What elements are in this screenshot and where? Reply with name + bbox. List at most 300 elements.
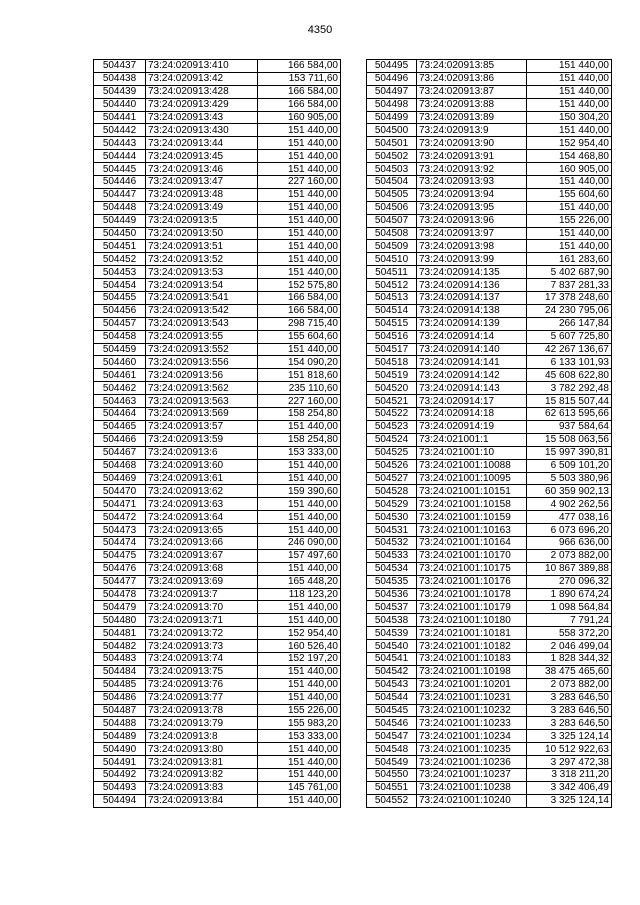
- table-row: [367, 395, 612, 408]
- record-number-cell: 504464: [94, 408, 146, 421]
- record-number-cell: 504461: [94, 369, 146, 382]
- value-cell: 151 440,00: [258, 201, 341, 214]
- cadastral-number-cell: 73:24:020913:97: [417, 227, 527, 240]
- value-cell: 3 325 124,14: [527, 730, 612, 743]
- record-number-cell: 504501: [367, 137, 417, 150]
- cadastral-number-cell: 73:24:020913:46: [146, 163, 258, 176]
- value-cell: 152 575,80: [258, 279, 341, 292]
- cadastral-number-cell: 73:24:020913:87: [417, 85, 527, 98]
- value-cell: 160 905,00: [527, 163, 612, 176]
- value-cell: 6 133 101,93: [527, 356, 612, 369]
- table-row: [94, 614, 341, 627]
- table-row: [94, 717, 341, 730]
- table-row: [367, 201, 612, 214]
- cadastral-number-cell: 73:24:020913:82: [146, 768, 258, 781]
- cadastral-number-cell: 73:24:020913:98: [417, 240, 527, 253]
- cadastral-number-cell: 73:24:020913:541: [146, 292, 258, 305]
- record-number-cell: 504526: [367, 459, 417, 472]
- table-row: [94, 536, 341, 549]
- table-row: [94, 433, 341, 446]
- record-number-cell: 504515: [367, 317, 417, 330]
- table-row: [94, 201, 341, 214]
- cadastral-number-cell: 73:24:020913:96: [417, 214, 527, 227]
- table-row: [367, 498, 612, 511]
- cadastral-number-cell: 73:24:021001:10178: [417, 588, 527, 601]
- record-number-cell: 504534: [367, 562, 417, 575]
- record-number-cell: 504516: [367, 330, 417, 343]
- value-cell: 6 509 101,20: [527, 459, 612, 472]
- table-row: [94, 266, 341, 279]
- value-cell: 151 440,00: [527, 60, 612, 73]
- cadastral-number-cell: 73:24:021001:10176: [417, 575, 527, 588]
- cadastral-number-cell: 73:24:020913:75: [146, 665, 258, 678]
- record-number-cell: 504492: [94, 768, 146, 781]
- cadastral-number-cell: 73:24:020913:88: [417, 98, 527, 111]
- cadastral-number-cell: 73:24:021001:10232: [417, 704, 527, 717]
- record-number-cell: 504533: [367, 549, 417, 562]
- cadastral-number-cell: 73:24:020913:43: [146, 111, 258, 124]
- record-number-cell: 504487: [94, 704, 146, 717]
- cadastral-number-cell: 73:24:020913:92: [417, 163, 527, 176]
- cadastral-number-cell: 73:24:021001:10233: [417, 717, 527, 730]
- value-cell: 158 254,80: [258, 408, 341, 421]
- table-row: [94, 395, 341, 408]
- record-number-cell: 504535: [367, 575, 417, 588]
- value-cell: 151 440,00: [258, 665, 341, 678]
- table-row: [367, 665, 612, 678]
- cadastral-number-cell: 73:24:021001:10095: [417, 472, 527, 485]
- record-number-cell: 504513: [367, 292, 417, 305]
- record-number-cell: 504503: [367, 163, 417, 176]
- cadastral-number-cell: 73:24:020913:44: [146, 137, 258, 150]
- cadastral-number-cell: 73:24:021001:10175: [417, 562, 527, 575]
- cadastral-number-cell: 73:24:020913:79: [146, 717, 258, 730]
- record-number-cell: 504497: [367, 85, 417, 98]
- cadastral-number-cell: 73:24:020913:429: [146, 98, 258, 111]
- table-row: [94, 472, 341, 485]
- record-number-cell: 504482: [94, 640, 146, 653]
- value-cell: 151 440,00: [258, 214, 341, 227]
- table-row: [94, 652, 341, 665]
- table-row: [367, 227, 612, 240]
- value-cell: 1 828 344,32: [527, 652, 612, 665]
- value-cell: 161 283,60: [527, 253, 612, 266]
- value-cell: 152 954,40: [258, 627, 341, 640]
- value-cell: 7 837 281,33: [527, 279, 612, 292]
- record-number-cell: 504538: [367, 614, 417, 627]
- record-number-cell: 504500: [367, 124, 417, 137]
- cadastral-number-cell: 73:24:020913:57: [146, 420, 258, 433]
- value-cell: 3 297 472,38: [527, 756, 612, 769]
- value-cell: 3 782 292,48: [527, 382, 612, 395]
- cadastral-number-cell: 73:24:020913:42: [146, 72, 258, 85]
- cadastral-number-cell: 73:24:020913:64: [146, 511, 258, 524]
- cadastral-number-cell: 73:24:020913:47: [146, 176, 258, 189]
- cadastral-number-cell: 73:24:020914:18: [417, 408, 527, 421]
- value-cell: 151 440,00: [258, 743, 341, 756]
- record-number-cell: 504493: [94, 781, 146, 794]
- record-number-cell: 504469: [94, 472, 146, 485]
- cadastral-number-cell: 73:24:020913:99: [417, 253, 527, 266]
- record-number-cell: 504443: [94, 137, 146, 150]
- record-number-cell: 504506: [367, 201, 417, 214]
- record-number-cell: 504470: [94, 485, 146, 498]
- record-number-cell: 504540: [367, 640, 417, 653]
- record-number-cell: 504488: [94, 717, 146, 730]
- record-number-cell: 504525: [367, 446, 417, 459]
- record-number-cell: 504524: [367, 433, 417, 446]
- cadastral-number-cell: 73:24:020913:71: [146, 614, 258, 627]
- table-row: [94, 524, 341, 537]
- value-cell: 5 402 687,90: [527, 266, 612, 279]
- value-cell: 38 475 465,60: [527, 665, 612, 678]
- cadastral-number-cell: 73:24:020913:563: [146, 395, 258, 408]
- value-cell: 1 890 674,24: [527, 588, 612, 601]
- value-cell: 4 902 262,56: [527, 498, 612, 511]
- table-row: [367, 717, 612, 730]
- cadastral-number-cell: 73:24:020913:90: [417, 137, 527, 150]
- value-cell: 155 226,00: [258, 704, 341, 717]
- table-row: [367, 369, 612, 382]
- record-number-cell: 504505: [367, 188, 417, 201]
- value-cell: 227 160,00: [258, 395, 341, 408]
- table-row: [94, 420, 341, 433]
- cadastral-number-cell: 73:24:021001:10180: [417, 614, 527, 627]
- table-row: [94, 85, 341, 98]
- record-number-cell: 504536: [367, 588, 417, 601]
- value-cell: 24 230 795,06: [527, 304, 612, 317]
- table-row: [94, 665, 341, 678]
- value-cell: 151 440,00: [527, 85, 612, 98]
- value-cell: 118 123,20: [258, 588, 341, 601]
- record-number-cell: 504472: [94, 511, 146, 524]
- table-row: [367, 756, 612, 769]
- record-number-cell: 504441: [94, 111, 146, 124]
- cadastral-number-cell: 73:24:021001:10088: [417, 459, 527, 472]
- record-number-cell: 504483: [94, 652, 146, 665]
- table-row: [94, 176, 341, 189]
- value-cell: 151 440,00: [527, 240, 612, 253]
- table-row: [94, 292, 341, 305]
- value-cell: 166 584,00: [258, 85, 341, 98]
- value-cell: 145 761,00: [258, 781, 341, 794]
- table-row: [94, 511, 341, 524]
- record-number-cell: 504539: [367, 627, 417, 640]
- cadastral-number-cell: 73:24:020913:6: [146, 446, 258, 459]
- table-row: [367, 356, 612, 369]
- table-row: [367, 485, 612, 498]
- record-number-cell: 504450: [94, 227, 146, 240]
- table-row: [94, 343, 341, 356]
- record-number-cell: 504545: [367, 704, 417, 717]
- cadastral-number-cell: 73:24:020913:50: [146, 227, 258, 240]
- cadastral-number-cell: 73:24:021001:10236: [417, 756, 527, 769]
- cadastral-number-cell: 73:24:020913:61: [146, 472, 258, 485]
- cadastral-number-cell: 73:24:020913:562: [146, 382, 258, 395]
- cadastral-number-cell: 73:24:020913:552: [146, 343, 258, 356]
- value-cell: 151 440,00: [258, 343, 341, 356]
- record-number-cell: 504446: [94, 176, 146, 189]
- cadastral-number-cell: 73:24:020913:73: [146, 640, 258, 653]
- cadastral-number-cell: 73:24:021001:10159: [417, 511, 527, 524]
- value-cell: 153 711,60: [258, 72, 341, 85]
- cadastral-number-cell: 73:24:020914:141: [417, 356, 527, 369]
- right-table-body: [367, 60, 612, 808]
- record-number-cell: 504444: [94, 150, 146, 163]
- table-row: [367, 446, 612, 459]
- value-cell: 298 715,40: [258, 317, 341, 330]
- table-row: [94, 459, 341, 472]
- record-number-cell: 504468: [94, 459, 146, 472]
- table-row: [367, 188, 612, 201]
- table-row: [367, 640, 612, 653]
- table-row: [94, 356, 341, 369]
- table-row: [367, 60, 612, 73]
- cadastral-number-cell: 73:24:020913:569: [146, 408, 258, 421]
- value-cell: 3 325 124,14: [527, 794, 612, 807]
- cadastral-number-cell: 73:24:020913:62: [146, 485, 258, 498]
- value-cell: 159 390,60: [258, 485, 341, 498]
- cadastral-number-cell: 73:24:020913:430: [146, 124, 258, 137]
- value-cell: 17 378 248,60: [527, 292, 612, 305]
- record-number-cell: 504512: [367, 279, 417, 292]
- cadastral-number-cell: 73:24:020913:91: [417, 150, 527, 163]
- table-row: [94, 446, 341, 459]
- table-row: [367, 253, 612, 266]
- cadastral-number-cell: 73:24:020913:49: [146, 201, 258, 214]
- record-number-cell: 504481: [94, 627, 146, 640]
- cadastral-number-cell: 73:24:020913:89: [417, 111, 527, 124]
- cadastral-number-cell: 73:24:021001:10182: [417, 640, 527, 653]
- value-cell: 152 954,40: [527, 137, 612, 150]
- record-number-cell: 504491: [94, 756, 146, 769]
- table-row: [94, 562, 341, 575]
- table-row: [94, 382, 341, 395]
- value-cell: 151 440,00: [527, 98, 612, 111]
- cadastral-number-cell: 73:24:020913:52: [146, 253, 258, 266]
- table-row: [94, 137, 341, 150]
- record-number-cell: 504473: [94, 524, 146, 537]
- value-cell: 151 440,00: [258, 614, 341, 627]
- cadastral-number-cell: 73:24:020913:72: [146, 627, 258, 640]
- cadastral-number-cell: 73:24:020913:78: [146, 704, 258, 717]
- table-row: [367, 111, 612, 124]
- table-row: [94, 691, 341, 704]
- table-row: [94, 279, 341, 292]
- record-number-cell: 504541: [367, 652, 417, 665]
- cadastral-number-cell: 73:24:020913:93: [417, 176, 527, 189]
- table-row: [94, 627, 341, 640]
- record-number-cell: 504457: [94, 317, 146, 330]
- value-cell: 2 073 882,00: [527, 678, 612, 691]
- record-number-cell: 504459: [94, 343, 146, 356]
- record-number-cell: 504520: [367, 382, 417, 395]
- cadastral-number-cell: 73:24:020913:74: [146, 652, 258, 665]
- record-number-cell: 504455: [94, 292, 146, 305]
- table-row: [367, 292, 612, 305]
- value-cell: 10 867 389,88: [527, 562, 612, 575]
- table-row: [367, 137, 612, 150]
- value-cell: 477 038,16: [527, 511, 612, 524]
- cadastral-number-cell: 73:24:020914:17: [417, 395, 527, 408]
- record-number-cell: 504544: [367, 691, 417, 704]
- value-cell: 558 372,20: [527, 627, 612, 640]
- table-row: [94, 588, 341, 601]
- record-number-cell: 504499: [367, 111, 417, 124]
- record-number-cell: 504445: [94, 163, 146, 176]
- record-number-cell: 504546: [367, 717, 417, 730]
- cadastral-number-cell: 73:24:020913:84: [146, 794, 258, 807]
- value-cell: 937 584,64: [527, 420, 612, 433]
- record-number-cell: 504504: [367, 176, 417, 189]
- record-number-cell: 504518: [367, 356, 417, 369]
- value-cell: 151 440,00: [258, 678, 341, 691]
- record-number-cell: 504484: [94, 665, 146, 678]
- record-number-cell: 504448: [94, 201, 146, 214]
- table-row: [367, 678, 612, 691]
- cadastral-number-cell: 73:24:020914:19: [417, 420, 527, 433]
- cadastral-number-cell: 73:24:020914:139: [417, 317, 527, 330]
- table-row: [367, 730, 612, 743]
- value-cell: 3 283 646,50: [527, 691, 612, 704]
- cadastral-number-cell: 73:24:021001:10170: [417, 549, 527, 562]
- record-number-cell: 504552: [367, 794, 417, 807]
- value-cell: 160 905,00: [258, 111, 341, 124]
- record-number-cell: 504547: [367, 730, 417, 743]
- table-row: [367, 704, 612, 717]
- table-row: [94, 60, 341, 73]
- record-number-cell: 504548: [367, 743, 417, 756]
- value-cell: 7 791,24: [527, 614, 612, 627]
- table-row: [94, 678, 341, 691]
- record-number-cell: 504528: [367, 485, 417, 498]
- record-number-cell: 504519: [367, 369, 417, 382]
- cadastral-number-cell: 73:24:020913:60: [146, 459, 258, 472]
- cadastral-number-cell: 73:24:021001:10181: [417, 627, 527, 640]
- value-cell: 2 073 882,00: [527, 549, 612, 562]
- cadastral-number-cell: 73:24:020913:94: [417, 188, 527, 201]
- cadastral-number-cell: 73:24:020913:56: [146, 369, 258, 382]
- cadastral-number-cell: 73:24:020913:80: [146, 743, 258, 756]
- value-cell: 235 110,60: [258, 382, 341, 395]
- cadastral-number-cell: 73:24:020913:67: [146, 549, 258, 562]
- record-number-cell: 504507: [367, 214, 417, 227]
- value-cell: 45 608 622,80: [527, 369, 612, 382]
- cadastral-number-cell: 73:24:020913:77: [146, 691, 258, 704]
- table-row: [367, 266, 612, 279]
- record-number-cell: 504531: [367, 524, 417, 537]
- record-number-cell: 504466: [94, 433, 146, 446]
- value-cell: 2 046 499,04: [527, 640, 612, 653]
- cadastral-number-cell: 73:24:020913:69: [146, 575, 258, 588]
- value-cell: 151 440,00: [258, 562, 341, 575]
- table-row: [94, 188, 341, 201]
- cadastral-number-cell: 73:24:020913:9: [417, 124, 527, 137]
- cadastral-number-cell: 73:24:021001:10198: [417, 665, 527, 678]
- record-number-cell: 504543: [367, 678, 417, 691]
- value-cell: 10 512 922,63: [527, 743, 612, 756]
- record-number-cell: 504502: [367, 150, 417, 163]
- table-row: [367, 459, 612, 472]
- value-cell: 155 604,60: [258, 330, 341, 343]
- record-number-cell: 504514: [367, 304, 417, 317]
- cadastral-number-cell: 73:24:020913:66: [146, 536, 258, 549]
- record-number-cell: 504467: [94, 446, 146, 459]
- record-number-cell: 504529: [367, 498, 417, 511]
- table-row: [94, 498, 341, 511]
- value-cell: 151 440,00: [258, 124, 341, 137]
- record-number-cell: 504438: [94, 72, 146, 85]
- table-row: [94, 111, 341, 124]
- table-row: [94, 330, 341, 343]
- cadastral-number-cell: 73:24:021001:10164: [417, 536, 527, 549]
- cadastral-number-cell: 73:24:021001:10183: [417, 652, 527, 665]
- record-number-cell: 504458: [94, 330, 146, 343]
- table-row: [94, 781, 341, 794]
- record-number-cell: 504522: [367, 408, 417, 421]
- record-number-cell: 504485: [94, 678, 146, 691]
- table-row: [367, 382, 612, 395]
- record-number-cell: 504480: [94, 614, 146, 627]
- record-number-cell: 504527: [367, 472, 417, 485]
- cadastral-number-cell: 73:24:021001:10238: [417, 781, 527, 794]
- value-cell: 3 283 646,50: [527, 704, 612, 717]
- record-number-cell: 504475: [94, 549, 146, 562]
- value-cell: 154 090,20: [258, 356, 341, 369]
- value-cell: 155 226,00: [527, 214, 612, 227]
- cadastral-number-cell: 73:24:021001:10151: [417, 485, 527, 498]
- record-number-cell: 504453: [94, 266, 146, 279]
- value-cell: 158 254,80: [258, 433, 341, 446]
- cadastral-number-cell: 73:24:021001:1: [417, 433, 527, 446]
- table-row: [367, 768, 612, 781]
- cadastral-number-cell: 73:24:020913:54: [146, 279, 258, 292]
- right-cadastral-table: [366, 59, 612, 808]
- value-cell: 151 440,00: [258, 498, 341, 511]
- record-number-cell: 504478: [94, 588, 146, 601]
- value-cell: 166 584,00: [258, 304, 341, 317]
- record-number-cell: 504474: [94, 536, 146, 549]
- value-cell: 3 342 406,49: [527, 781, 612, 794]
- cadastral-number-cell: 73:24:021001:10234: [417, 730, 527, 743]
- value-cell: 62 613 595,66: [527, 408, 612, 421]
- cadastral-number-cell: 73:24:020913:428: [146, 85, 258, 98]
- value-cell: 15 815 507,44: [527, 395, 612, 408]
- cadastral-number-cell: 73:24:020913:83: [146, 781, 258, 794]
- value-cell: 5 607 725,80: [527, 330, 612, 343]
- record-number-cell: 504496: [367, 72, 417, 85]
- value-cell: 3 283 646,50: [527, 717, 612, 730]
- value-cell: 155 983,20: [258, 717, 341, 730]
- cadastral-number-cell: 73:24:021001:10235: [417, 743, 527, 756]
- cadastral-number-cell: 73:24:020914:140: [417, 343, 527, 356]
- cadastral-number-cell: 73:24:020914:135: [417, 266, 527, 279]
- value-cell: 60 359 902,13: [527, 485, 612, 498]
- record-number-cell: 504550: [367, 768, 417, 781]
- table-row: [367, 627, 612, 640]
- value-cell: 151 440,00: [258, 227, 341, 240]
- cadastral-number-cell: 73:24:021001:10179: [417, 601, 527, 614]
- table-row: [367, 420, 612, 433]
- table-row: [94, 549, 341, 562]
- record-number-cell: 504456: [94, 304, 146, 317]
- table-row: [367, 279, 612, 292]
- cadastral-number-cell: 73:24:020913:543: [146, 317, 258, 330]
- record-number-cell: 504542: [367, 665, 417, 678]
- table-row: [367, 98, 612, 111]
- table-row: [94, 408, 341, 421]
- cadastral-number-cell: 73:24:020913:8: [146, 730, 258, 743]
